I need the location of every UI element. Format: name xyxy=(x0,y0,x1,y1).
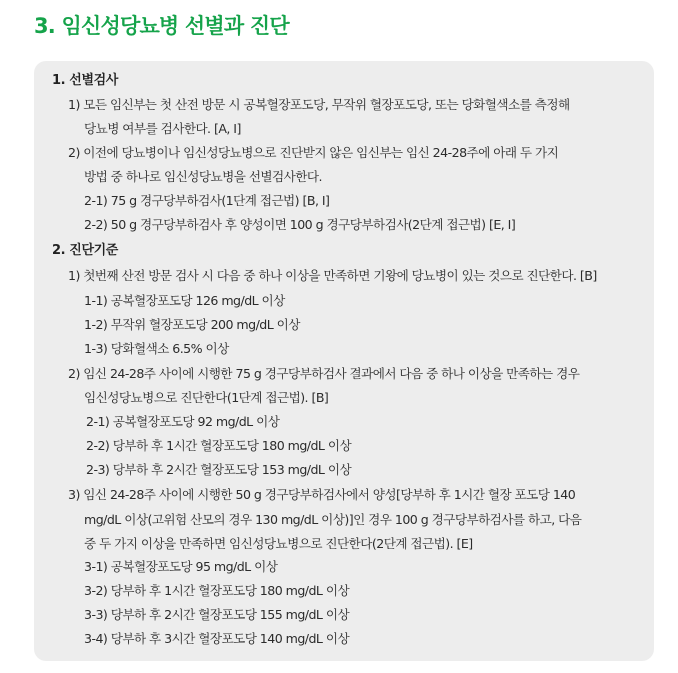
diagnosis-item-1: 1) 첫번째 산전 방문 검사 시 다음 중 하나 이상을 만족하면 기왕에 당뇨병이 있는 것으로 진단한다. [B] xyxy=(68,268,597,283)
section-heading-diagnosis: 2. 진단기준 xyxy=(52,243,118,258)
diagnosis-item-1-1: 1-1) 공복혈장포도당 126 mg/dL 이상 xyxy=(84,293,285,308)
diagnosis-item-1-2: 1-2) 무작위 혈장포도당 200 mg/dL 이상 xyxy=(84,317,300,332)
diagnosis-item-3: 3) 임신 24-28주 사이에 시행한 50 g 경구당부하검사에서 양성[당부하 후 1시간 혈장 포도당 140 xyxy=(68,487,576,502)
diagnosis-item-3-2: 3-2) 당부하 후 1시간 혈장포도당 180 mg/dL 이상 xyxy=(84,583,350,598)
screening-item-2-2: 2-2) 50 g 경구당부하검사 후 양성이면 100 g 경구당부하검사(2단계 접근법) [E, I] xyxy=(84,217,516,232)
diagnosis-item-3-continued-1: mg/dL 이상(고위험 산모의 경우 130 mg/dL 이상)]인 경우 100 g 경구당부하검사를 하고, 다음 xyxy=(84,512,582,527)
diagnosis-item-2-1: 2-1) 공복혈장포도당 92 mg/dL 이상 xyxy=(86,414,280,429)
page-title: 3. 임신성당뇨병 선별과 진단 xyxy=(34,14,289,38)
diagnosis-item-3-3: 3-3) 당부하 후 2시간 혈장포도당 155 mg/dL 이상 xyxy=(84,607,350,622)
screening-item-2-1: 2-1) 75 g 경구당부하검사(1단계 접근법) [B, I] xyxy=(84,193,330,208)
section-heading-screening: 1. 선별검사 xyxy=(52,73,118,88)
diagnosis-item-1-3: 1-3) 당화혈색소 6.5% 이상 xyxy=(84,341,229,356)
screening-item-2: 2) 이전에 당뇨병이나 임신성당뇨병으로 진단받지 않은 임신부는 임신 24-28주에 아래 두 가지 xyxy=(68,145,559,160)
screening-item-2-continued: 방법 중 하나로 임신성당뇨병을 선별검사한다. xyxy=(84,169,322,184)
diagnosis-item-3-4: 3-4) 당부하 후 3시간 혈장포도당 140 mg/dL 이상 xyxy=(84,631,350,646)
diagnosis-item-2-2: 2-2) 당부하 후 1시간 혈장포도당 180 mg/dL 이상 xyxy=(86,438,352,453)
diagnosis-item-3-1: 3-1) 공복혈장포도당 95 mg/dL 이상 xyxy=(84,559,278,574)
screening-item-1-continued: 당뇨병 여부를 검사한다. [A, I] xyxy=(84,121,241,136)
diagnosis-item-2-continued: 임신성당뇨병으로 진단한다(1단계 접근법). [B] xyxy=(84,390,329,405)
screening-item-1: 1) 모든 임신부는 첫 산전 방문 시 공복혈장포도당, 무작위 혈장포도당, 또는 당화혈색소를 측정해 xyxy=(68,97,570,112)
diagnosis-item-2-3: 2-3) 당부하 후 2시간 혈장포도당 153 mg/dL 이상 xyxy=(86,462,352,477)
diagnosis-item-2: 2) 임신 24-28주 사이에 시행한 75 g 경구당부하검사 결과에서 다음 중 하나 이상을 만족하는 경우 xyxy=(68,366,580,381)
diagnosis-item-3-continued-2: 중 두 가지 이상을 만족하면 임신성당뇨병으로 진단한다(2단계 접근법). [E] xyxy=(84,536,473,551)
